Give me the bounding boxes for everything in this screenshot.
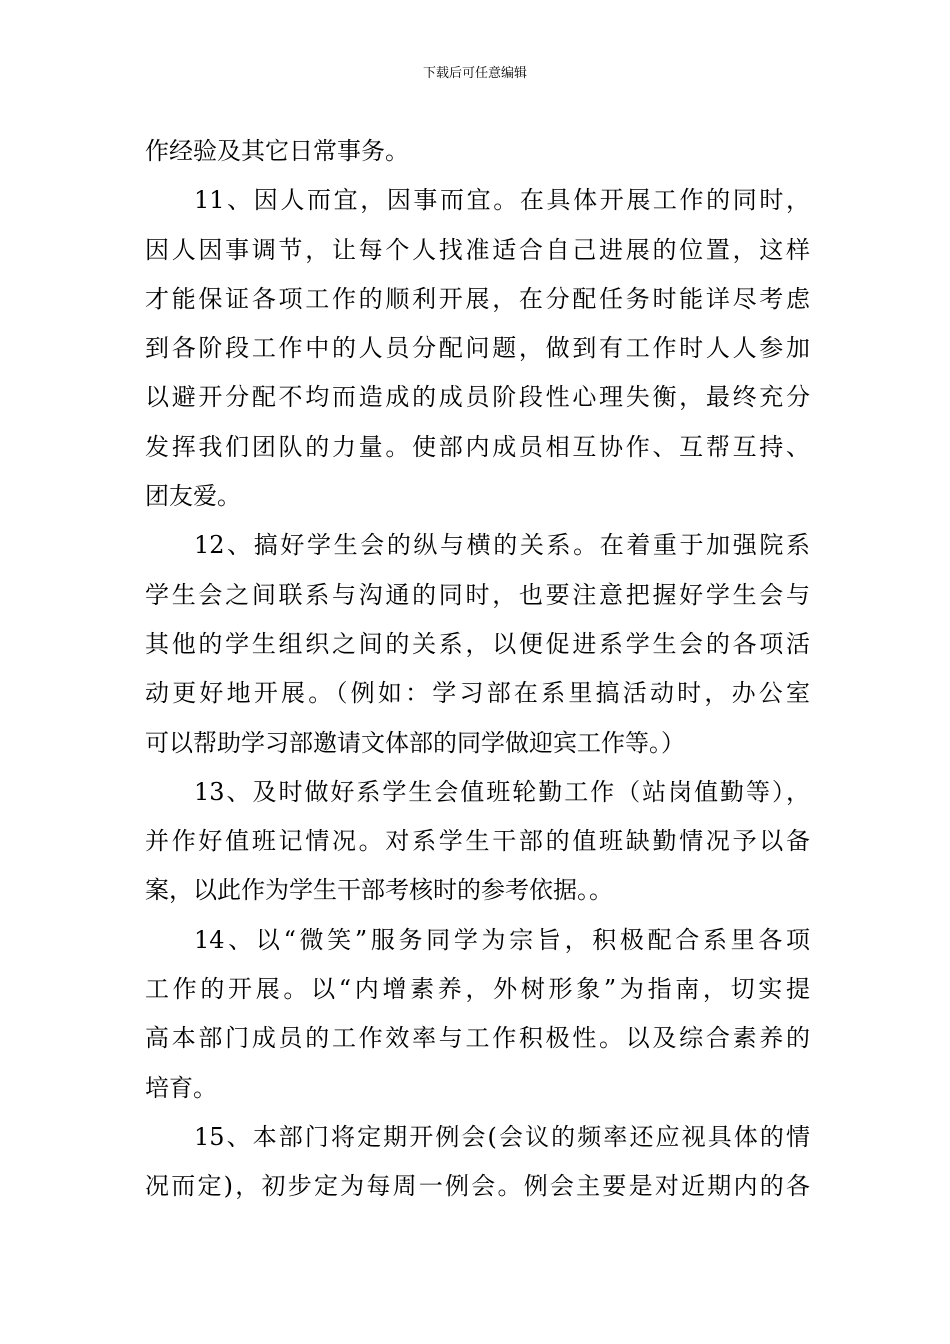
text-line: 11、因人而宜，因事而宜。在具体开展工作的同时， — [194, 186, 810, 215]
text-line: 其他的学生组织之间的关系，以便促进系学生会的各项活 — [145, 629, 810, 658]
text-line: 培育。 — [145, 1073, 217, 1102]
text-line: 作经验及其它日常事务。 — [145, 137, 409, 165]
text-line: 案，以此作为学生干部考核时的参考依据。。 — [145, 876, 613, 905]
document-body — [145, 127, 810, 1212]
text-line: 12、搞好学生会的纵与横的关系。在着重于加强院系 — [194, 531, 810, 560]
text-line: 13、及时做好系学生会值班轮勤工作（站岗值勤等）， — [194, 777, 810, 806]
text-line: 高本部门成员的工作效率与工作积极性。以及综合素养的 — [145, 1024, 810, 1053]
text-line: 工作的开展。以“内增素养，外树形象”为指南，切实提 — [145, 975, 810, 1004]
text-line: 15、本部门将定期开例会(会议的频率还应视具体的情 — [194, 1122, 810, 1151]
text-line: 动更好地开展。（例如：学习部在系里搞活动时，办公室 — [145, 679, 810, 708]
text-line: 到各阶段工作中的人员分配问题，做到有工作时人人参加 — [145, 334, 810, 363]
text-line: 14、以“微笑”服务同学为宗旨，积极配合系里各项 — [194, 925, 810, 954]
text-line: 发挥我们团队的力量。使部内成员相互协作、互帮互持、 — [145, 432, 810, 461]
text-line: 可以帮助学习部邀请文体部的同学做迎宾工作等。） — [145, 728, 685, 757]
text-line: 以避开分配不均而造成的成员阶段性心理失衡，最终充分 — [145, 383, 810, 412]
text-line: 况而定)，初步定为每周一例会。例会主要是对近期内的各 — [145, 1172, 810, 1201]
text-line: 因人因事调节，让每个人找准适合自己进展的位置，这样 — [145, 235, 810, 264]
text-line: 并作好值班记情况。对系学生干部的值班缺勤情况予以备 — [145, 827, 810, 856]
text-line: 学生会之间联系与沟通的同时，也要注意把握好学生会与 — [145, 580, 810, 609]
text-line: 才能保证各项工作的顺利开展，在分配任务时能详尽考虑 — [145, 284, 810, 313]
text-line: 团友爱。 — [145, 482, 241, 511]
page-header: 下载后可任意编辑 — [422, 66, 527, 81]
